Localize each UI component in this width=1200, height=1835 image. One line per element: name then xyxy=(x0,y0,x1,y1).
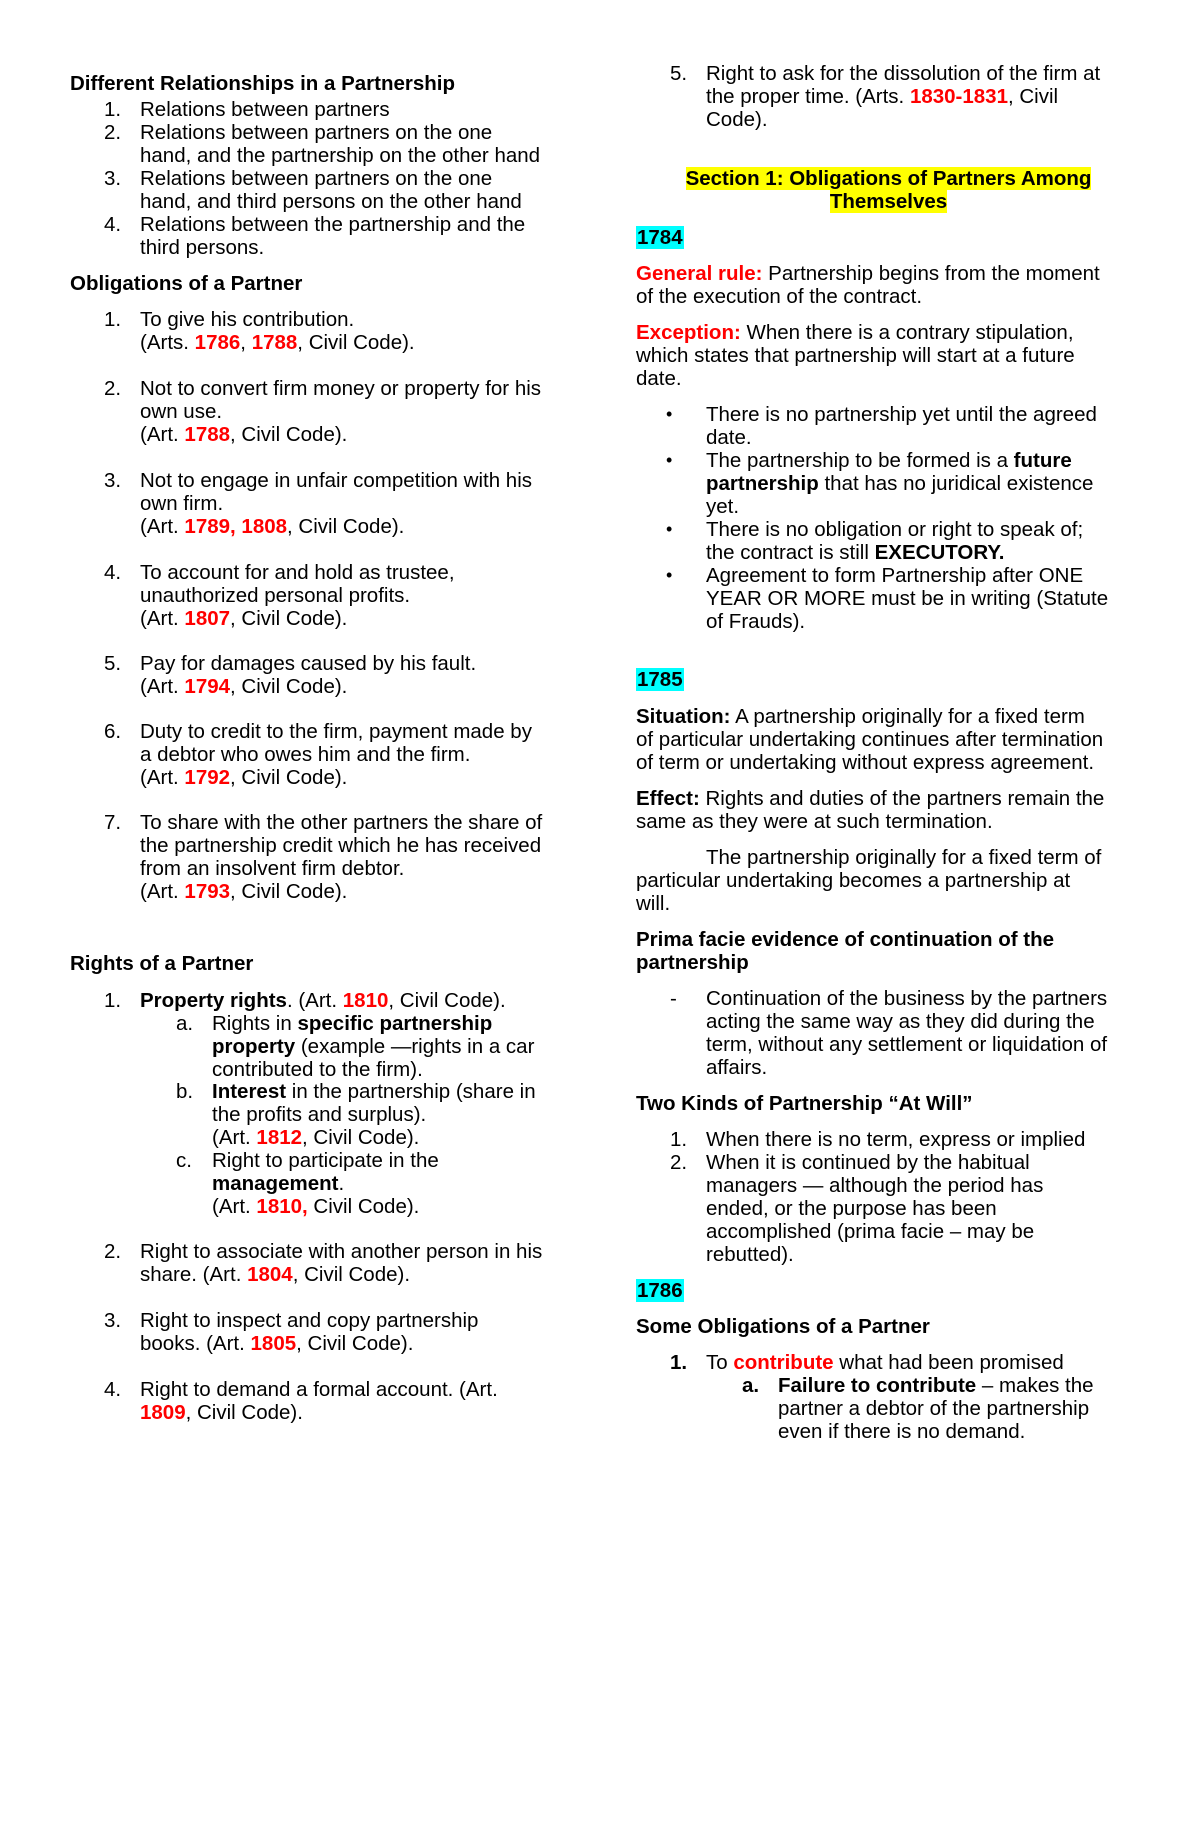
section-heading: Section 1: Obligations of Partners Among Themselves xyxy=(685,167,1092,213)
article-ref: 1807 xyxy=(184,607,231,630)
relationships-heading: Different Relationships in a Partnership xyxy=(70,72,456,95)
exception: Exception: When there is a contrary stipulation, which states that partnership will start at a future date. xyxy=(636,321,1075,390)
article-ref: 1812 xyxy=(256,1126,303,1149)
article-ref: 1794 xyxy=(184,675,231,698)
two-kinds-heading: Two Kinds of Partnership “At Will” xyxy=(636,1092,973,1115)
prima-facie-heading: Prima facie evidence of continuation of the partnership xyxy=(636,928,1055,974)
some-obligations-heading: Some Obligations of a Partner xyxy=(636,1315,930,1338)
article-ref: 1805 xyxy=(250,1332,297,1355)
article-tag: 1785 xyxy=(637,668,683,691)
article-ref: 1809 xyxy=(140,1401,186,1424)
article-ref: 1810 xyxy=(342,989,389,1012)
obligations-heading: Obligations of a Partner xyxy=(70,272,303,295)
article-ref: 1789, 1808 xyxy=(184,515,288,538)
effect: Effect: Rights and duties of the partners remain the same as they were at such termination. xyxy=(636,787,1105,833)
general-rule: General rule: Partnership begins from the moment of the execution of the contract. xyxy=(636,262,1100,308)
article-tag: 1784 xyxy=(637,226,683,249)
article-ref: 1786 xyxy=(194,331,241,354)
article-ref: 1804 xyxy=(247,1263,293,1286)
article-ref: 1810, xyxy=(256,1195,308,1218)
rights-heading: Rights of a Partner xyxy=(70,952,254,975)
article-ref: 1792 xyxy=(184,766,231,789)
article-ref: 1788 xyxy=(251,331,298,354)
article-ref: 1793 xyxy=(184,880,231,903)
paragraph: The partnership originally for a fixed term of particular undertaking becomes a partnership at will. xyxy=(636,846,1102,915)
article-ref: 1830-1831 xyxy=(909,85,1008,108)
article-tag: 1786 xyxy=(637,1279,683,1302)
situation: Situation: A partnership originally for a fixed term of particular undertaking continues after termination of term or undertaking without express agreement. xyxy=(636,705,1104,774)
article-ref: 1788 xyxy=(184,423,231,446)
